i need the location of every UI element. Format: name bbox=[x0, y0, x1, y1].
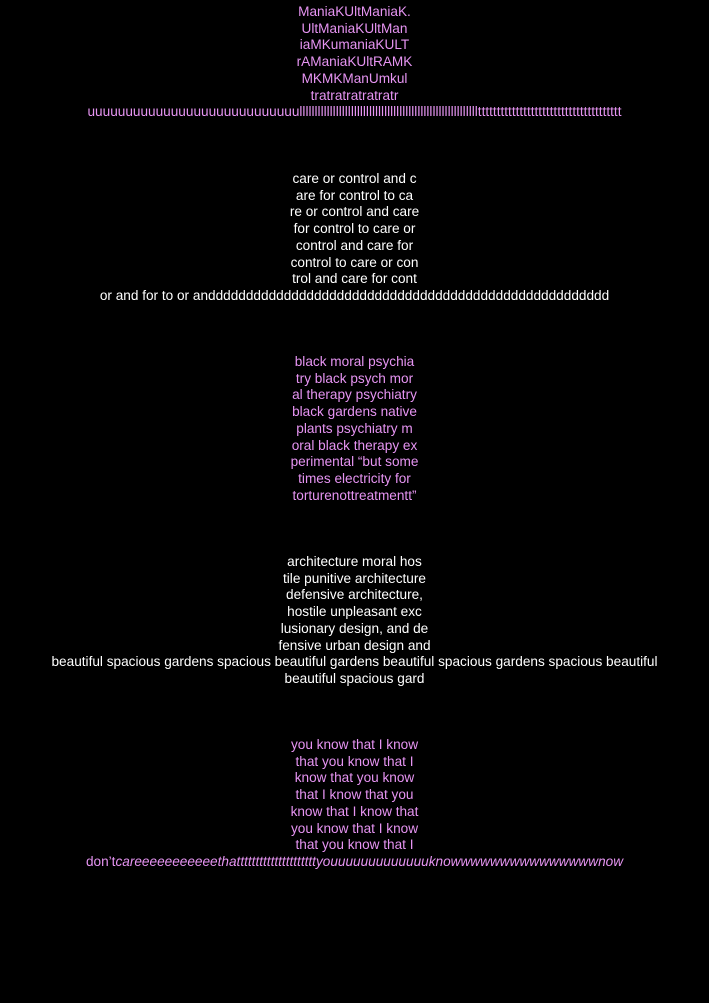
poem-line: know that you know bbox=[294, 770, 415, 786]
poem-line: rAManiaKUltRAMK bbox=[296, 54, 413, 70]
poem-line: defensive architecture, bbox=[286, 587, 423, 603]
stanza-mania-kult bbox=[0, 4, 709, 121]
poem-line: lusionary design, and de bbox=[280, 620, 429, 636]
poem-line: or and for to or anddddddddddddddddddddddddddddddddddddddddddddddddddddd bbox=[99, 287, 610, 303]
poem-line: that I know that you bbox=[295, 787, 414, 803]
final-line-start: don’t bbox=[85, 853, 116, 869]
poem-line: are for control to ca bbox=[295, 187, 414, 203]
poem-line: architecture moral hos bbox=[287, 554, 422, 569]
poem-line: care or control and c bbox=[292, 171, 417, 186]
stanza-you-know bbox=[0, 737, 709, 871]
poem-line: you know that I know bbox=[290, 820, 419, 836]
poem-line: try black psych mor bbox=[295, 370, 414, 386]
poem-line: beautiful spacious gardens spacious beautiful gardens beautiful spacious gardens spacious beautiful bbox=[51, 654, 658, 670]
stanza-black-moral-psychiatry bbox=[0, 354, 709, 504]
poem-line: uuuuuuuuuuuuuuuuuuuuuuuuuuuullllllllllllllllllllllllllllllllllllllllllllllllllllllllllltttttttttttttttttttttttttttttttttttttt bbox=[87, 104, 622, 120]
poem-line: perimental “but some bbox=[290, 454, 419, 470]
poem-line: al therapy psychiatry bbox=[292, 387, 417, 403]
poem-line: control to care or con bbox=[290, 254, 419, 270]
poem-line: that you know that I bbox=[295, 753, 414, 769]
poem-final-line bbox=[0, 854, 709, 871]
poem-line: beautiful spacious gard bbox=[284, 670, 425, 686]
poem-line: for control to care or bbox=[293, 221, 416, 237]
poem-line: re or control and care bbox=[289, 204, 420, 220]
poem-line: MKMKManUmkul bbox=[301, 70, 408, 86]
poem-line: control and care for bbox=[295, 237, 414, 253]
poem-line: times electricity for bbox=[298, 470, 411, 486]
poem-line: black moral psychia bbox=[294, 354, 415, 369]
stanza-care-control bbox=[0, 171, 709, 305]
poem-line: UltManiaKUltMan bbox=[301, 20, 408, 36]
poem-line: tile punitive architecture bbox=[283, 570, 426, 586]
poem-line: ManiaKUltManiaK. bbox=[298, 4, 411, 19]
poem-line: that you know that I bbox=[295, 837, 414, 853]
poem-line: you know that I know bbox=[290, 737, 419, 752]
poem-line: torturenottreatmentt” bbox=[292, 487, 417, 503]
poem-line: know that I know that bbox=[290, 803, 419, 819]
poem-line: black gardens native bbox=[292, 404, 417, 420]
poem-line: fensive urban design and bbox=[278, 637, 431, 653]
poem-line: oral black therapy ex bbox=[291, 437, 418, 453]
poem-line: tratratratratratr bbox=[310, 87, 399, 103]
poem-line: plants psychiatry m bbox=[296, 420, 413, 436]
poem-line: iaMKumaniaKULT bbox=[299, 37, 410, 53]
poem-line: trol and care for cont bbox=[292, 271, 417, 287]
final-line-italic: careeeeeeeeeeethatttttttttttttttttttttyouuuuuuuuuuuuuknowwwwwwwwwwwwwwwnow bbox=[115, 853, 624, 869]
stanza-architecture bbox=[0, 554, 709, 688]
poem-line: hostile unpleasant exc bbox=[287, 604, 422, 620]
